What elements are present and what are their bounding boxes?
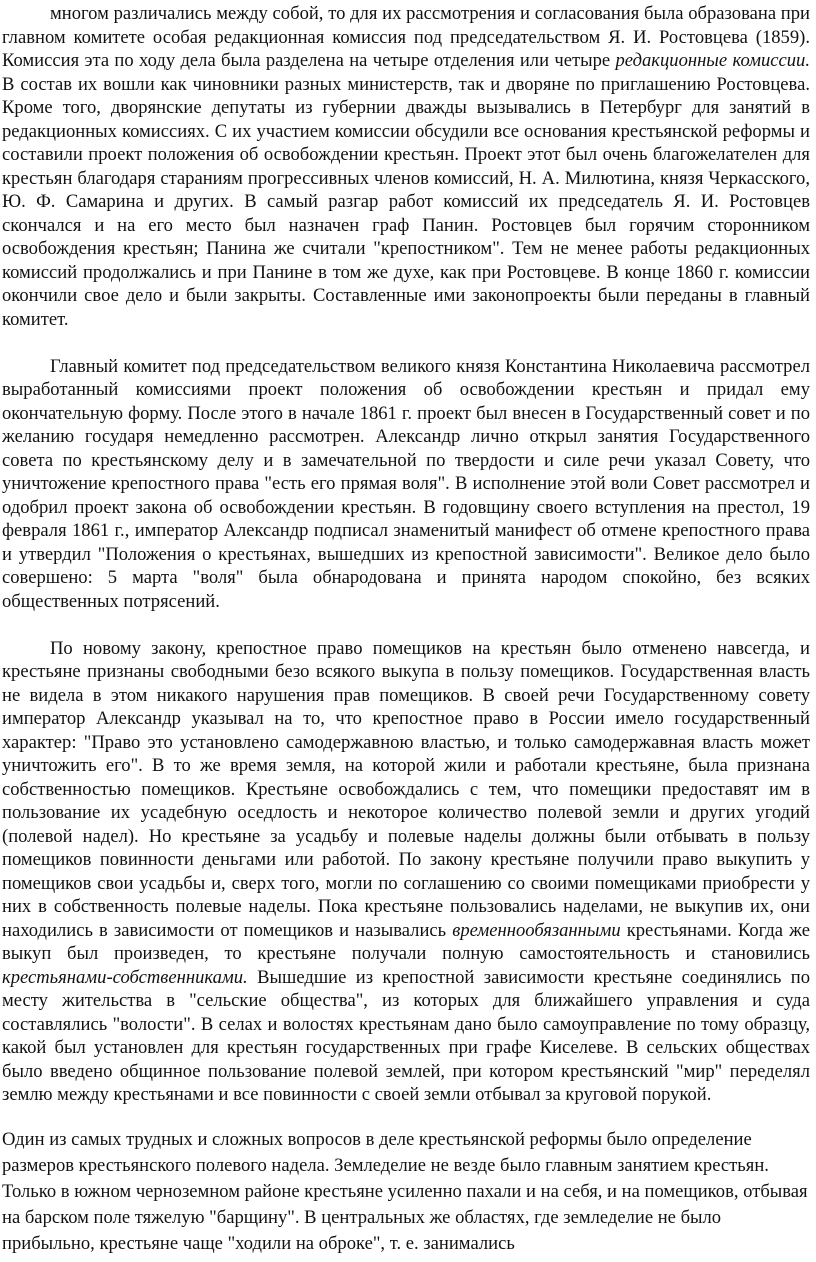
paragraph-2-text: Главный комитет под председательством великого князя Константина Николаевича рассмотрел выработанный комиссиями проект положения об освобождении крестьян и придал ему окончательную форму. После этого в начале 1861 г. проект был внесен в Государственный совет и по желанию государя немедленно рассмотрен. Александр лично открыл занятия Государственного совета по крестьянскому делу и в замечательной по твердости и силе речи указал Совету, что уничтожение крепостного права "есть его прямая воля". В исполнение этой воли Совет рассмотрел и одобрил проект закона об освобождении крестьян. В годовщину своего вступления на престол, 19 февраля 1861 г., император Александр подписал знаменитый манифест об отмене крепостного права и утвердил "Положения о крестьянах, вышедших из крепостной зависимости". Великое дело было совершено: 5 марта "воля" была обнародована и принята народом спокойно, без всяких общественных потрясений. [2, 355, 810, 612]
paragraph-1 [2, 2, 810, 331]
paragraph-3 [2, 637, 810, 1107]
paragraph-1-text-1: многом различались между собой, то для их рассмотрения и согласования была образована при главном комитете особая редакционная комиссия под председательством Я. И. Ростовцева (1859). Комиссия эта по ходу дела была разделена на четыре отделения или четыре [2, 3, 810, 71]
paragraph-4 [2, 1127, 810, 1257]
paragraph-3-text-2: крестьянами. Когда же выкуп был произведен, то крестьяне получали полную самостоятельность и становились [2, 919, 811, 964]
italic-term-peasant-owners: крестьянами-собственниками. [2, 966, 248, 988]
italic-term-editorial-commissions: редакционные комиссии. [615, 50, 810, 71]
italic-term-temporarily-obligated: временнообязанными [452, 919, 621, 941]
paragraph-2 [2, 355, 810, 614]
paragraph-3-text-3: Вышедшие из крепостной зависимости крестьяне соединялись по месту жительства в "сельские общества", из которых для ближайшего управления и суда составлялись "волости". В селах и волостях крестьянам дано было самоуправление по тому образцу, какой был установлен для крестьян государственных при графе Киселеве. В сельских обществах было введено общинное пользование полевой землей, при котором крестьянский "мир" переделял землю между крестьянами и все повинности с своей земли отбывал за круговой порукой. [2, 966, 810, 1105]
paragraph-1-text-2: В состав их вошли как чиновники разных министерств, так и дворяне по приглашению Ростовцева. Кроме того, дворянские депутаты из губернии дважды вызывались в Петербург для занятий в редакционных комиссиях. С их участием комиссии обсудили все основания крестьянской реформы и составили проект положения об освобождении крестьян. Проект этот был очень благожелателен для крестьян благодаря стараниям прогрессивных членов комиссий, Н. А. Милютина, князя Черкасского, Ю. Ф. Самарина и других. В самый разгар работ комиссий их председатель Я. И. Ростовцев скончался и на его место был назначен граф Панин. Ростовцев был горячим сторонником освобождения крестьян; Панина же считали "крепостником". Тем не менее работы редакционных комиссий продолжались и при Панине в том же духе, как при Ростовцеве. В конце 1860 г. комиссии окончили свое дело и были закрыты. Составленные ими законопроекты были переданы в главный комитет. [2, 73, 810, 330]
paragraph-3-text-1: По новому закону, крепостное право помещиков на крестьян было отменено навсегда, и крестьяне признаны свободными безо всякого выкупа в пользу помещиков. Государственная власть не видела в этом никакого нарушения прав помещиков. В своей речи Государственному совету император Александр указывал на то, что крепостное право в России имело государственный характер: "Право это установлено самодержавною властью, и только самодержавная власть может уничтожить его". В то же время земля, на которой жили и работали крестьяне, была признана собственностью помещиков. Крестьяне освобождались с тем, что помещики предоставят им в пользование их усадебную оседлость и некоторое количество полевой земли и других угодий (полевой надел). Но крестьяне за усадьбу и полевые наделы должны были отбывать в пользу помещиков повинности деньгами или работой. По закону крестьяне получили право выкупить у помещиков свои усадьбы и, сверх того, могли по соглашению со своими помещиками приобрести у них в собственность полевые наделы. Пока крестьяне пользовались наделами, не выкупив их, они находились в зависимости от помещиков и назывались [2, 637, 810, 941]
paragraph-4-text: Один из самых трудных и сложных вопросов в деле крестьянской реформы было определение размеров крестьянского полевого надела. Земледелие не везде было главным занятием крестьян. Только в южном черноземном районе крестьяне усиленно пахали и на себя, и на помещиков, отбывая на барском поле тяжелую "барщину". В центральных же областях, где земледелие не было прибыльно, крестьяне чаще "ходили на оброке", т. е. занимались [2, 1128, 808, 1254]
